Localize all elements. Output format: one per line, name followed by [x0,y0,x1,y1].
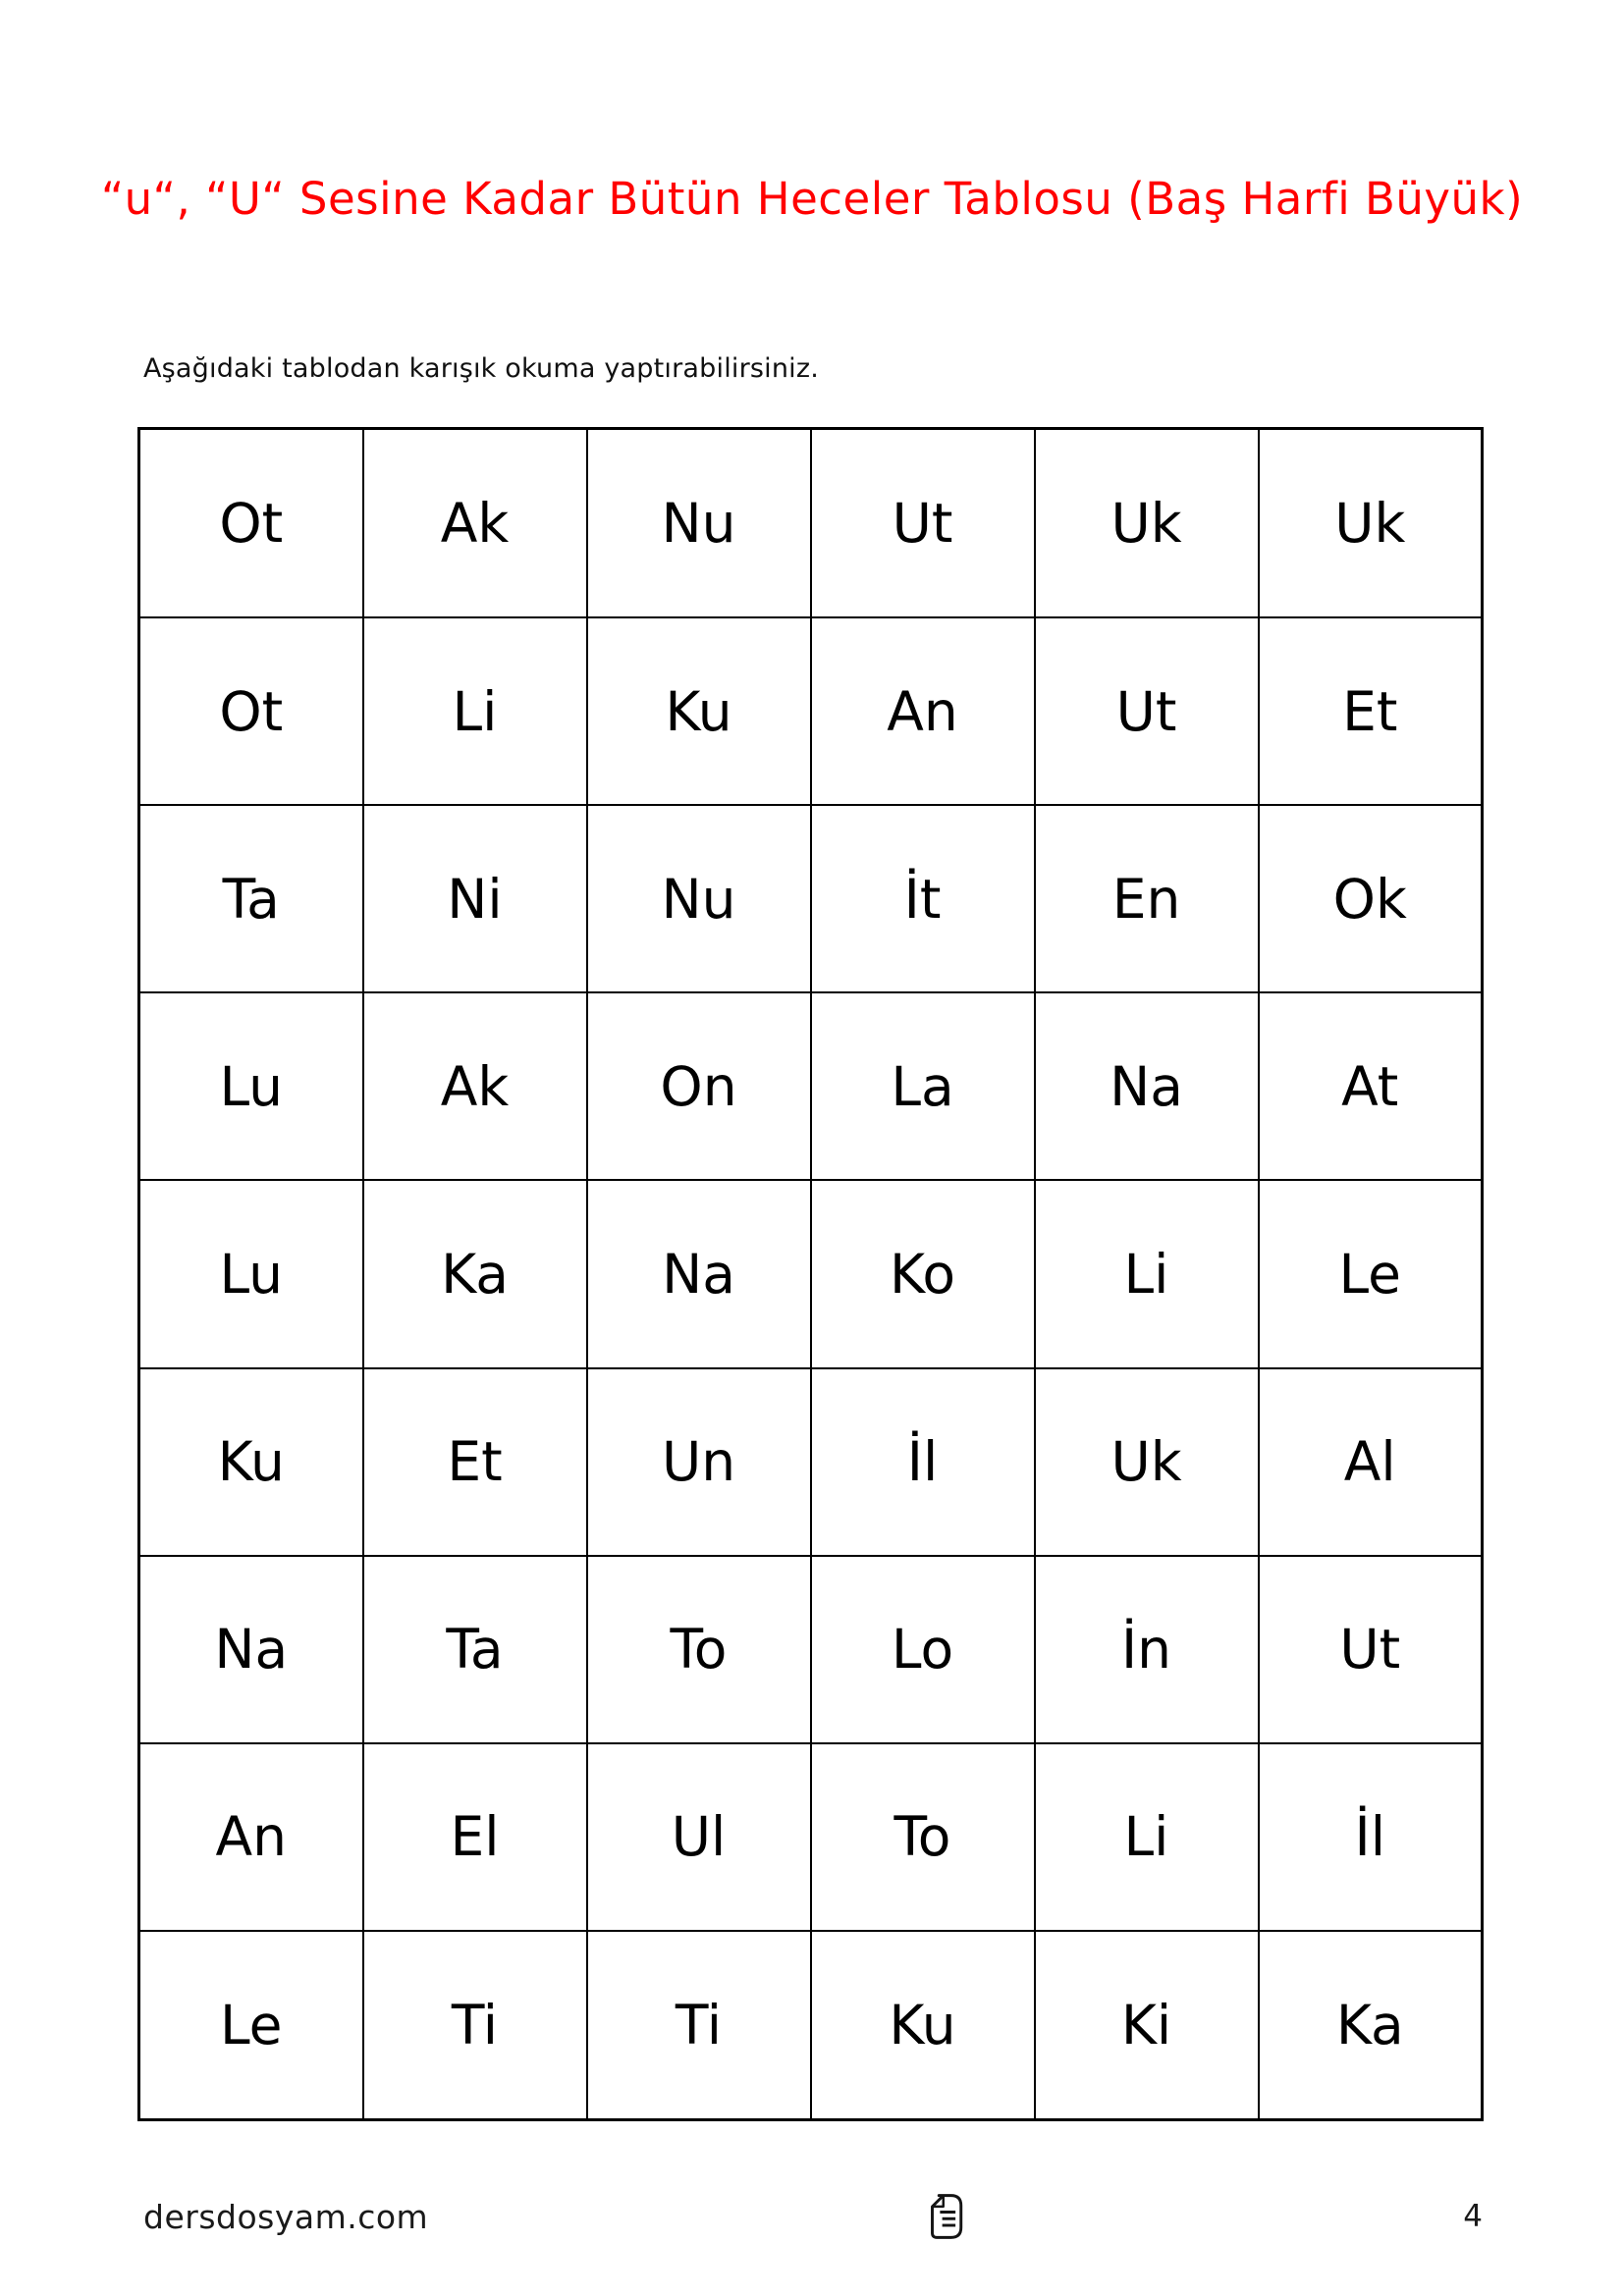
syllable-cell: Li [1035,1180,1259,1367]
syllable-cell: Ta [139,805,363,992]
syllable-cell: Ki [1035,1931,1259,2120]
syllable-cell: Ta [363,1556,587,1743]
page-number: 4 [1463,2199,1483,2234]
syllable-cell: İl [811,1368,1035,1556]
table-row [139,1180,1483,1367]
syllable-cell: Na [139,1556,363,1743]
instruction-text: Aşağıdaki tablodan karışık okuma yaptırabilirsiniz. [143,353,820,384]
syllable-cell: La [811,992,1035,1180]
syllable-cell: Ti [587,1931,811,2120]
footer [143,2187,1483,2246]
syllable-cell: Ku [139,1368,363,1556]
document-icon [926,2191,965,2242]
table-row [139,429,1483,618]
syllable-cell: İt [811,805,1035,992]
syllable-cell: Li [1035,1743,1259,1931]
syllable-cell: Le [1259,1180,1483,1367]
syllable-cell: Un [587,1368,811,1556]
table-row [139,992,1483,1180]
syllable-cell: Ut [1259,1556,1483,1743]
syllable-cell: En [1035,805,1259,992]
syllable-cell: Uk [1259,429,1483,618]
syllable-cell: Ut [1035,617,1259,805]
syllable-cell: To [811,1743,1035,1931]
syllable-cell: Nu [587,805,811,992]
syllable-cell: Ak [363,429,587,618]
syllable-cell: Ak [363,992,587,1180]
table-row [139,1556,1483,1743]
syllable-cell: Ul [587,1743,811,1931]
syllable-cell: Lu [139,992,363,1180]
syllable-cell: Lo [811,1556,1035,1743]
syllable-cell: Ni [363,805,587,992]
syllable-cell: An [811,617,1035,805]
syllable-cell: Ot [139,429,363,618]
syllable-cell: Et [363,1368,587,1556]
syllable-cell: Lu [139,1180,363,1367]
syllable-cell: Ok [1259,805,1483,992]
syllable-cell: Na [587,1180,811,1367]
syllable-cell: Al [1259,1368,1483,1556]
syllable-cell: Ko [811,1180,1035,1367]
syllable-cell: Uk [1035,1368,1259,1556]
syllable-cell: Li [363,617,587,805]
table-row [139,617,1483,805]
syllable-cell: Ka [1259,1931,1483,2120]
syllable-cell: On [587,992,811,1180]
syllable-cell: Le [139,1931,363,2120]
table-row [139,1743,1483,1931]
syllable-cell: İn [1035,1556,1259,1743]
syllable-cell: Ut [811,429,1035,618]
syllable-cell: İl [1259,1743,1483,1931]
syllable-table [137,427,1484,2121]
syllable-cell: To [587,1556,811,1743]
syllable-cell: Ot [139,617,363,805]
syllable-cell: Ti [363,1931,587,2120]
table-row [139,1931,1483,2120]
syllable-cell: Na [1035,992,1259,1180]
syllable-cell: Et [1259,617,1483,805]
syllable-cell: An [139,1743,363,1931]
syllable-cell: Ku [811,1931,1035,2120]
syllable-cell: Ku [587,617,811,805]
table-row [139,1368,1483,1556]
syllable-cell: Uk [1035,429,1259,618]
footer-website: dersdosyam.com [143,2197,429,2236]
syllable-cell: El [363,1743,587,1931]
syllable-cell: Ka [363,1180,587,1367]
syllable-cell: At [1259,992,1483,1180]
page-title: “u“, “U“ Sesine Kadar Bütün Heceler Tablosu (Baş Harfi Büyük) [100,173,1524,225]
syllable-cell: Nu [587,429,811,618]
table-row [139,805,1483,992]
